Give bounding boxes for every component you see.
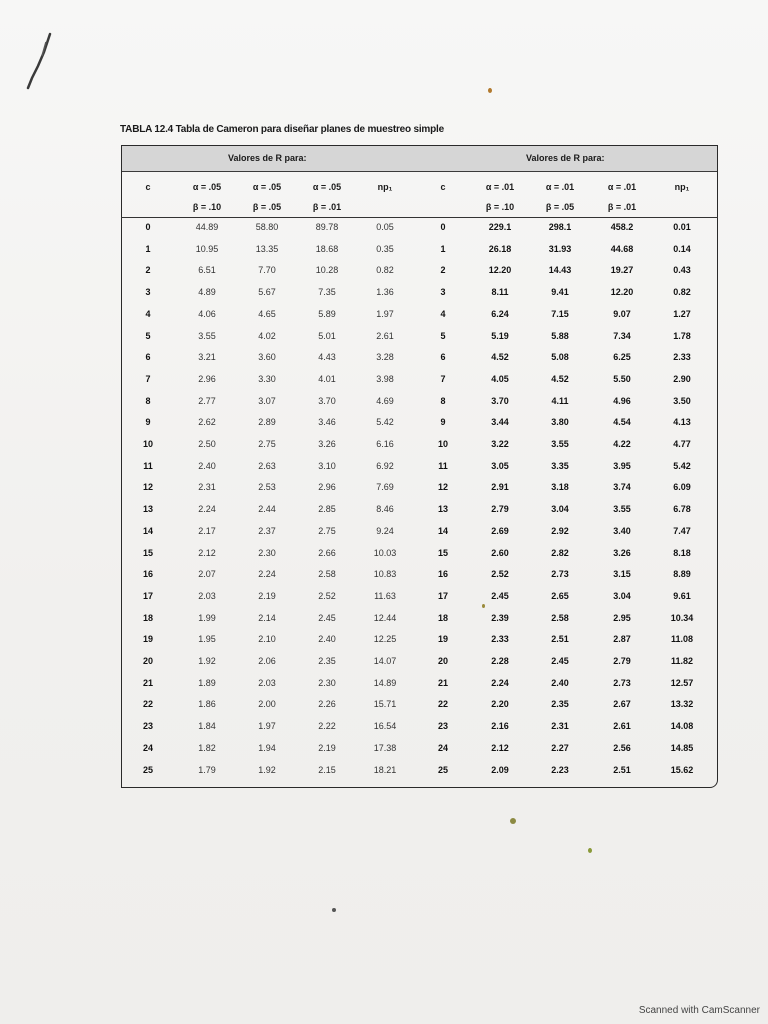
right-col-header-line1: np₁ [674,182,690,192]
left-table-cell: 3.46 [318,417,336,428]
left-table-cell: 1.84 [198,721,216,732]
right-table-cell: 4.22 [613,439,631,449]
left-table-cell: 10.95 [195,243,219,254]
left-table-cell: 2.40 [198,460,216,471]
right-table-cell: 19 [437,634,448,645]
left-table-cell: 2.19 [318,742,336,753]
left-table-cell: 3.10 [318,460,336,471]
right-table-cell: 14.85 [670,742,694,753]
left-table-cell: 1.95 [198,634,216,645]
left-table-cell: 2.58 [318,569,336,580]
table-title [120,124,444,135]
right-table-cell: 12 [437,482,448,493]
right-table-cell: 3.04 [613,590,631,601]
left-col-header-0 [122,177,174,197]
right-table-cell: 4.52 [551,373,569,384]
right-table-cell: 2.92 [551,525,569,536]
right-table-cell: 2.79 [613,656,631,666]
left-table-cell: 2.22 [318,721,336,732]
left-table-cell: 3.07 [258,395,276,406]
right-table-cell: 4.96 [613,395,631,406]
right-table-cell: 2.87 [613,634,631,645]
right-table-cell: 2.90 [673,373,691,384]
right-table-cell: 31.93 [548,243,572,254]
left-table-cell: 14.07 [373,656,397,666]
left-table-cell: 2.44 [258,504,276,515]
right-table-cell: 2.20 [491,699,509,710]
left-table-cell: 1.92 [258,764,276,775]
right-table-cell: 4.11 [551,395,569,406]
right-table-cell: 5.08 [551,352,569,363]
left-table-cell: 18.68 [315,243,339,254]
right-col-header-line1: c [440,182,446,192]
right-table-cell: 2.82 [551,547,569,558]
left-table-cell: 4 [145,308,151,319]
right-table-cell: 21 [437,677,448,688]
left-table-cell: 1.82 [198,742,216,753]
left-table-cell: 44.89 [195,222,219,232]
group-label-alpha-01: Valores de R para: [526,153,605,163]
left-table-cell: 2.03 [198,590,216,601]
left-table-cell: 2.24 [258,569,276,580]
right-table-cell: 12.20 [488,265,512,276]
right-table-cell: 16 [437,569,448,580]
right-table-cell: 2.27 [551,742,569,753]
right-table-cell: 3.44 [491,417,509,428]
right-table-cell: 2.33 [491,634,509,645]
left-table-cell: 5 [145,330,151,341]
right-table-cell: 14.08 [670,721,694,732]
right-table-cell: 0.01 [673,222,691,232]
right-table-cell: 3.74 [613,482,631,493]
right-table-cell: 14 [437,525,448,536]
left-table-cell: 6 [145,352,151,363]
left-table-cell: 6.92 [376,460,394,471]
right-table-cell: 17 [437,590,448,601]
table-number: TABLA 12.4 [120,124,174,135]
right-table-cell: 6 [440,352,446,363]
left-table-cell: 2.75 [318,525,336,536]
right-table-cell: 7 [440,373,446,384]
paper-speck [482,604,485,608]
left-table-cell: 17.38 [373,742,397,753]
right-table-cell: 2.69 [491,525,509,536]
left-table-cell: 7 [145,373,151,384]
left-table-cell: 2.35 [318,656,336,666]
left-table-cell: 2.85 [318,504,336,515]
left-table-cell: 2.96 [198,373,216,384]
left-table-cell: 2 [145,265,151,276]
right-table-cell: 6.24 [491,308,509,319]
right-table-cell: 2.65 [551,590,569,601]
left-col-header-line2: β = .05 [252,202,282,212]
right-col-header-4 [656,177,708,197]
left-table-cell: 2.15 [318,764,336,775]
right-table-cell: 4.52 [491,352,509,363]
left-table-cell: 10.03 [373,547,397,558]
left-table-cell: 2.03 [258,677,276,688]
left-table-cell: 13.35 [255,243,279,254]
right-table-cell: 2.51 [551,634,569,645]
left-col-header-line1: α = .05 [252,182,282,192]
right-table-cell: 2 [440,265,446,276]
right-table-cell: 7.47 [673,525,691,536]
left-table-cell: 6.16 [376,439,394,449]
left-table-cell: 2.96 [318,482,336,493]
left-table-cell: 3.60 [258,352,276,363]
right-table-cell: 2.40 [551,677,569,688]
left-table-cell: 2.63 [258,460,276,471]
right-table-cell: 7.15 [551,308,569,319]
left-table-cell: 5.89 [318,308,336,319]
right-table-cell: 12.57 [670,677,694,688]
right-col-header-0 [417,177,469,197]
left-table-cell: 18 [142,612,153,623]
right-table-cell: 2.73 [613,677,631,688]
left-table-cell: 1.79 [198,764,216,775]
right-table-cell: 9.07 [613,308,631,319]
left-table-cell: 10 [142,439,153,449]
left-col-header-line2: β = .10 [192,202,222,212]
left-table-cell: 16.54 [373,721,397,732]
right-table-cell: 2.09 [491,764,509,775]
right-table-cell: 11.82 [670,656,694,666]
left-table-cell: 14 [142,525,153,536]
left-table-cell: 16 [142,569,153,580]
right-table-cell: 458.2 [610,222,634,232]
left-table-cell: 4.65 [258,308,276,319]
left-col-header-line1: α = .05 [192,182,222,192]
left-table-cell: 1.92 [198,656,216,666]
right-table-cell: 20 [437,656,448,666]
left-table-cell: 9.24 [376,525,394,536]
left-table-cell: 2.30 [318,677,336,688]
right-table-cell: 3.50 [673,395,691,406]
right-table-cell: 24 [437,742,448,753]
paper-speck [488,88,492,93]
right-table-cell: 12.20 [610,287,634,298]
left-table-cell: 2.45 [318,612,336,623]
right-table-cell: 0 [440,222,446,232]
left-table-cell: 1.99 [198,612,216,623]
right-table-cell: 2.61 [613,721,631,732]
left-table-cell: 0.35 [376,243,394,254]
left-table-cell: 1.97 [376,308,394,319]
left-table-cell: 2.31 [198,482,216,493]
right-table-cell: 3.05 [491,460,509,471]
left-table-cell: 3 [145,287,151,298]
right-table-cell: 5.88 [551,330,569,341]
right-table-cell: 3.35 [551,460,569,471]
right-table-cell: 15 [437,547,448,558]
right-table-cell: 2.12 [491,742,509,753]
left-table-cell: 2.07 [198,569,216,580]
left-table-cell: 2.26 [318,699,336,710]
right-table-cell: 4.54 [613,417,631,428]
left-table-cell: 3.28 [376,352,394,363]
right-table-cell: 19.27 [610,265,634,276]
right-table-cell: 2.45 [551,656,569,666]
left-col-header-line1: np₁ [377,182,393,192]
right-table-cell: 2.58 [551,612,569,623]
right-table-cell: 10 [437,439,448,449]
left-table-cell: 7.35 [318,287,336,298]
right-col-header-line1: α = .01 [485,182,515,192]
right-table-cell: 2.60 [491,547,509,558]
header-divider [121,217,718,218]
left-table-cell: 14.89 [373,677,397,688]
left-table-cell: 2.52 [318,590,336,601]
left-table-cell: 19 [142,634,153,645]
left-table-cell: 4.89 [198,287,216,298]
left-table-cell: 17 [142,590,153,601]
left-table-cell: 15.71 [373,699,397,710]
left-col-header-line1: c [145,182,151,192]
pen-stroke-mark [20,32,56,94]
right-table-cell: 11 [438,460,448,471]
right-table-cell: 2.79 [491,504,509,515]
left-table-cell: 1.89 [198,677,216,688]
right-table-cell: 3.80 [551,417,569,428]
right-table-cell: 5.42 [673,460,691,471]
right-table-cell: 13 [437,504,448,515]
right-table-cell: 8.89 [673,569,691,580]
left-table-cell: 23 [142,721,153,732]
left-table-cell: 11.63 [374,590,396,601]
right-table-cell: 2.95 [613,612,631,623]
right-table-cell: 9.61 [673,590,691,601]
right-table-cell: 3.04 [551,504,569,515]
right-table-cell: 2.45 [491,590,509,601]
right-col-header-line1: α = .01 [607,182,637,192]
right-table-cell: 2.33 [673,352,691,363]
left-col-header-4 [359,177,411,197]
right-table-cell: 3.15 [613,569,631,580]
right-table-cell: 4 [440,308,446,319]
left-table-cell: 4.43 [318,352,336,363]
right-table-cell: 3.95 [613,460,631,471]
left-table-cell: 2.14 [258,612,276,623]
left-table-cell: 7.70 [258,265,276,276]
left-table-cell: 4.69 [376,395,394,406]
left-table-cell: 12.44 [373,612,397,623]
left-col-header-3 [301,177,353,217]
right-table-cell: 2.39 [491,612,509,623]
left-table-cell: 4.01 [318,373,336,384]
left-table-cell: 6.51 [198,265,216,276]
left-table-cell: 1.86 [198,699,216,710]
right-table-cell: 3.70 [491,395,509,406]
right-table-cell: 3.55 [551,439,569,449]
left-table-cell: 2.66 [318,547,336,558]
left-table-cell: 2.89 [258,417,276,428]
right-table-cell: 3.26 [613,547,631,558]
right-table-cell: 8 [440,395,446,406]
left-table-cell: 12 [142,482,153,493]
left-table-cell: 4.02 [258,330,276,341]
left-table-cell: 5.67 [258,287,276,298]
left-table-cell: 5.42 [376,417,394,428]
right-col-header-2 [534,177,586,217]
left-table-cell: 2.53 [258,482,276,493]
right-col-header-1 [474,177,526,217]
left-table-cell: 1.36 [376,287,394,298]
right-table-cell: 4.77 [673,439,691,449]
left-table-cell: 2.75 [258,439,276,449]
right-table-cell: 2.16 [491,721,509,732]
left-table-cell: 58.80 [255,222,279,232]
left-table-cell: 25 [142,764,153,775]
left-col-header-line1: α = .05 [312,182,342,192]
right-table-cell: 0.14 [673,243,691,254]
right-table-cell: 9.41 [551,287,569,298]
left-table-cell: 8.46 [376,504,394,515]
paper-speck [510,818,516,824]
left-table-cell: 3.98 [376,373,394,384]
left-col-header-1 [181,177,233,217]
left-table-cell: 21 [142,677,153,688]
group-label-alpha-05: Valores de R para: [228,153,307,163]
left-table-cell: 8 [145,395,151,406]
right-table-cell: 9 [440,417,446,428]
right-table-cell: 4.13 [673,417,691,428]
right-table-cell: 2.52 [491,569,509,580]
right-table-cell: 4.05 [491,373,509,384]
table-caption: Tabla de Cameron para diseñar planes de muestreo simple [175,124,444,135]
right-table-cell: 26.18 [488,243,512,254]
left-table-cell: 3.30 [258,373,276,384]
right-table-cell: 0.43 [673,265,691,276]
right-table-cell: 3.18 [551,482,569,493]
left-col-header-2 [241,177,293,217]
right-table-cell: 5.19 [491,330,509,341]
left-table-cell: 3.26 [318,439,336,449]
right-table-cell: 6.78 [673,504,691,515]
right-table-cell: 229.1 [488,222,512,232]
left-table-cell: 7.69 [376,482,394,493]
left-table-cell: 9 [145,417,151,428]
right-table-cell: 44.68 [610,243,634,254]
right-table-cell: 2.73 [551,569,569,580]
right-table-cell: 2.67 [613,699,631,710]
right-table-cell: 1.27 [673,308,691,319]
right-table-cell: 5 [440,330,446,341]
right-table-cell: 6.09 [673,482,691,493]
left-col-header-line2: β = .01 [312,202,342,212]
right-col-header-line2: β = .05 [545,202,575,212]
left-table-cell: 15 [142,547,153,558]
right-col-header-3 [596,177,648,217]
left-table-cell: 2.61 [376,330,394,341]
right-table-cell: 1 [440,243,446,254]
right-table-cell: 6.25 [613,352,631,363]
left-table-cell: 2.62 [198,417,216,428]
right-table-cell: 18 [437,612,448,623]
right-table-cell: 2.56 [613,742,631,753]
paper-speck [332,908,336,912]
left-table-cell: 20 [142,656,153,666]
right-table-cell: 8.18 [673,547,691,558]
right-table-cell: 2.51 [613,764,631,775]
paper-speck [588,848,592,853]
left-table-cell: 0.05 [376,222,394,232]
right-table-cell: 7.34 [613,330,631,341]
left-table-cell: 2.17 [198,525,216,536]
left-table-cell: 2.37 [258,525,276,536]
left-table-cell: 2.77 [198,395,216,406]
right-table-cell: 2.31 [551,721,569,732]
left-table-cell: 10.83 [373,569,397,580]
right-table-cell: 11.08 [670,634,694,645]
right-table-cell: 3 [440,287,446,298]
right-table-cell: 23 [437,721,448,732]
left-table-cell: 1 [145,243,151,254]
right-table-cell: 0.82 [673,287,691,298]
left-table-cell: 3.70 [318,395,336,406]
left-table-cell: 22 [142,699,153,710]
left-table-cell: 2.19 [258,590,276,601]
left-table-cell: 2.40 [318,634,336,645]
left-table-cell: 2.06 [258,656,276,666]
left-table-cell: 2.24 [198,504,216,515]
right-table-cell: 2.35 [551,699,569,710]
left-table-cell: 1.94 [258,742,276,753]
right-table-cell: 1.78 [673,330,691,341]
left-table-cell: 13 [142,504,153,515]
right-table-cell: 10.34 [670,612,694,623]
left-table-cell: 10.28 [315,265,339,276]
left-table-cell: 2.50 [198,439,216,449]
left-table-cell: 2.10 [258,634,276,645]
left-table-cell: 24 [142,742,153,753]
right-table-cell: 13.32 [670,699,694,710]
left-table-cell: 11 [143,460,153,471]
left-table-cell: 2.12 [198,547,216,558]
right-table-cell: 2.28 [491,656,509,666]
left-table-cell: 3.21 [198,352,216,363]
right-table-cell: 3.40 [613,525,631,536]
right-table-cell: 25 [437,764,448,775]
left-table-cell: 2.30 [258,547,276,558]
left-table-cell: 0.82 [376,265,394,276]
right-table-cell: 3.55 [613,504,631,515]
right-table-cell: 8.11 [491,287,509,298]
left-table-cell: 18.21 [373,764,397,775]
right-table-cell: 5.50 [613,373,631,384]
left-table-cell: 2.00 [258,699,276,710]
right-table-cell: 2.91 [491,482,509,493]
right-table-cell: 2.24 [491,677,509,688]
left-table-cell: 3.55 [198,330,216,341]
left-table-cell: 4.06 [198,308,216,319]
left-table-cell: 0 [145,222,151,232]
right-table-cell: 14.43 [548,265,572,276]
right-table-cell: 298.1 [548,222,572,232]
right-col-header-line2: β = .01 [607,202,637,212]
right-table-cell: 22 [437,699,448,710]
left-table-cell: 5.01 [318,330,336,341]
right-table-cell: 3.22 [491,439,509,449]
scanner-watermark: Scanned with CamScanner [638,1005,760,1016]
right-col-header-line2: β = .10 [485,202,515,212]
right-col-header-line1: α = .01 [545,182,575,192]
left-table-cell: 12.25 [373,634,397,645]
right-table-cell: 2.23 [551,764,569,775]
right-table-cell: 15.62 [670,764,694,775]
left-table-cell: 89.78 [315,222,339,232]
left-table-cell: 1.97 [258,721,276,732]
